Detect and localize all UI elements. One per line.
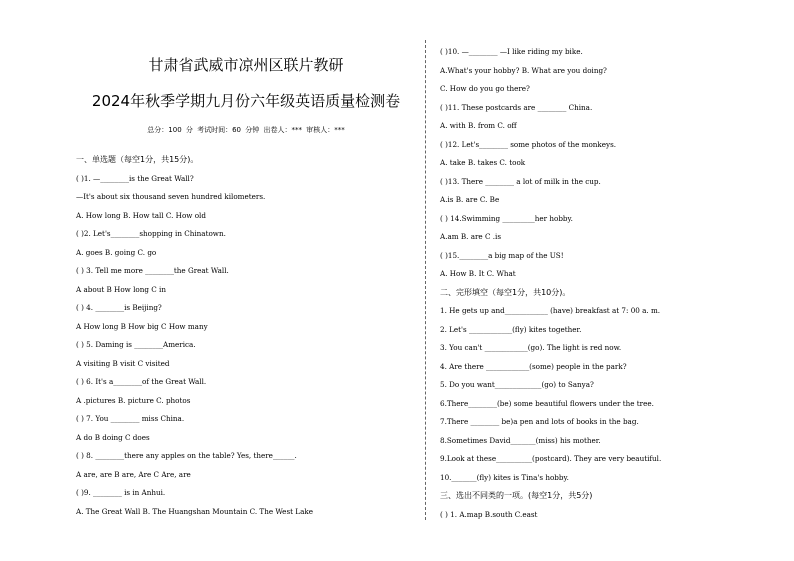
- left-question-line: ( ) 7. You ________ miss China.: [76, 414, 185, 423]
- left-question-line: A. How long B. How tall C. How old: [76, 210, 206, 220]
- right-question-line: A. with B. from C. off: [440, 121, 517, 130]
- column-divider: [425, 40, 426, 520]
- right-question-line: ( ) 14.Swimming _________her hobby.: [440, 213, 573, 223]
- left-question-line: ( ) 5. Daming is ________America.: [76, 340, 196, 349]
- exam-title-main: 2024年秋季学期九月份六年级英语质量检测卷: [91, 92, 401, 110]
- right-question-line: 8.Sometimes David_______(miss) his mother.: [440, 435, 601, 445]
- right-question-line: ( )15.________a big map of the US!: [440, 250, 564, 260]
- right-question-line: 二、完形填空（每空1分，共10分)。: [440, 287, 571, 297]
- left-question-line: ( )9. ________ is in Anhui.: [76, 488, 166, 497]
- left-question-line: ( )2. Let's________shopping in Chinatown.: [76, 229, 226, 238]
- right-question-line: ( )10. —________ —I like riding my bike.: [440, 47, 583, 56]
- right-question-line: 3. You can't ____________(go). The light is red now.: [440, 343, 622, 352]
- left-question-line: A .pictures B. picture C. photos: [76, 395, 191, 405]
- right-question-line: 2. Let's ____________(fly) kites together.: [440, 324, 582, 334]
- right-question-line: ( )13. There ________ a lot of milk in the cup.: [440, 176, 601, 186]
- right-question-line: 6.There________(be) some beautiful flowers under the tree.: [440, 398, 654, 408]
- right-question-line: 4. Are there ____________(some) people in the park?: [440, 361, 627, 371]
- right-question-line: 1. He gets up and____________ (have) breakfast at 7: 00 a. m.: [440, 306, 661, 315]
- left-question-line: ( ) 6. It's a________of the Great Wall.: [76, 377, 207, 386]
- right-question-line: ( )12. Let's________ some photos of the monkeys.: [440, 139, 617, 149]
- left-question-line: —It's about six thousand seven hundred kilometers.: [76, 192, 266, 201]
- exam-title-region: 甘肃省武威市凉州区联片教研: [148, 56, 344, 74]
- right-question-line: 10._______(fly) kites is Tina's hobby.: [440, 472, 569, 482]
- right-question-line: 5. Do you want_____________(go) to Sanya?: [440, 380, 594, 389]
- left-question-line: A are, are B are, Are C Are, are: [76, 469, 191, 479]
- left-question-line: ( ) 3. Tell me more ________the Great Wall.: [76, 266, 229, 275]
- right-question-line: A.is B. are C. Be: [440, 195, 500, 204]
- right-question-line: 7.There ________ be)a pen and lots of books in the bag.: [440, 417, 639, 426]
- exam-meta-info: 总分：100 分 考试时间：60 分钟 出卷人：*** 审核人：***: [147, 126, 345, 134]
- right-question-line: A.am B. are C .is: [440, 232, 502, 241]
- right-question-line: 9.Look at these__________(postcard). They are very beautiful.: [440, 454, 662, 463]
- left-question-line: A about B How long C in: [76, 284, 166, 294]
- right-question-line: A. How B. It C. What: [440, 269, 516, 278]
- left-question-line: A. goes B. going C. go: [76, 247, 157, 257]
- right-question-line: A. take B. takes C. took: [440, 158, 526, 167]
- right-question-line: 三、选出不同类的一项。(每空1分，共5分): [440, 491, 593, 500]
- right-question-line: C. How do you go there?: [440, 84, 530, 93]
- left-question-line: ( )1. —________is the Great Wall?: [76, 173, 194, 183]
- left-question-line: 一、单选题（每空1分，共15分)。: [76, 155, 199, 164]
- left-question-line: A visiting B visit C visited: [76, 358, 170, 368]
- left-question-line: A do B doing C does: [76, 432, 150, 442]
- left-question-line: ( ) 4. ________is Beijing?: [76, 303, 162, 312]
- left-question-line: A. The Great Wall B. The Huangshan Mountain C. The West Lake: [76, 506, 313, 516]
- left-question-line: ( ) 8. ________there any apples on the table? Yes, there______.: [76, 451, 297, 460]
- right-question-line: ( )11. These postcards are ________ China.: [440, 102, 593, 112]
- right-question-line: A.What's your hobby? B. What are you doing?: [440, 65, 607, 75]
- left-question-line: A How long B How big C How many: [76, 321, 208, 331]
- right-question-line: ( ) 1. A.map B.south C.east: [440, 509, 538, 519]
